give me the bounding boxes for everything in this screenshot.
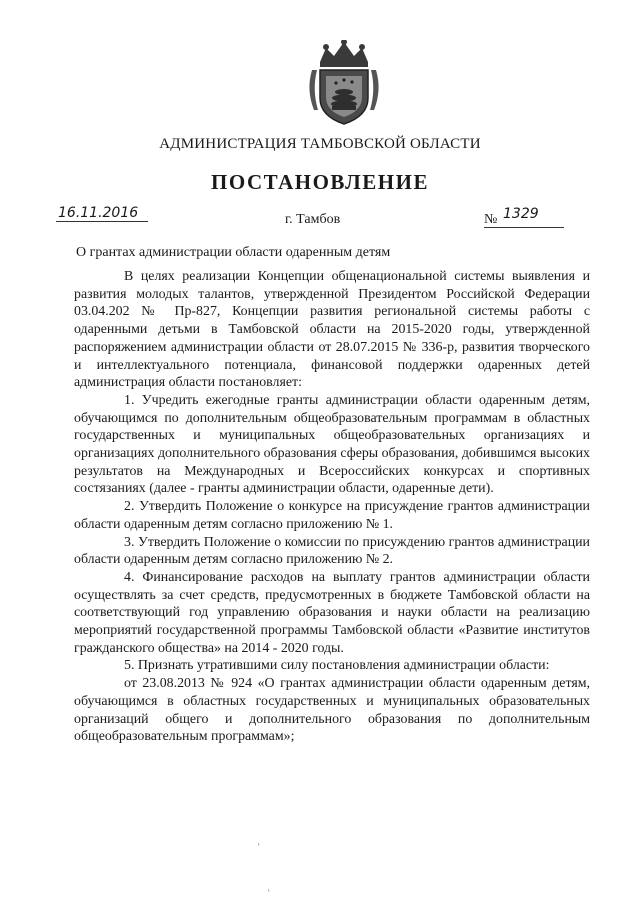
scan-mark: ' [268, 888, 270, 898]
paragraph-item-5-subitem: от 23.08.2013 № 924 «О грантах администрации области одаренным детям, обучающимся в областных государственных и муниципальных образовательных организаций общего и дополнительного образования по дополнительным общеобразовательным программам»; [74, 676, 590, 745]
scan-mark: ' [258, 842, 260, 852]
document-number: 1329 [503, 206, 539, 222]
organization-name: АДМИНИСТРАЦИЯ ТАМБОВСКОЙ ОБЛАСТИ [159, 136, 481, 152]
document-number-label: № [484, 212, 498, 227]
document-body [74, 268, 590, 746]
document-subject: О грантах администрации области одаренным детям [76, 245, 391, 260]
paragraph-item-2: 2. Утвердить Положение о конкурсе на присуждение грантов администрации области одаренным детям согласно приложению № 1. [74, 499, 590, 532]
coat-of-arms-emblem-icon [306, 40, 382, 126]
paragraph-item-5: 5. Признать утратившими силу постановления администрации области: [124, 658, 550, 674]
paragraph-item-1: 1. Учредить ежегодные гранты администрации области одаренным детям, обучающимся по дополнительным общеобразовательным программам в областных государственных и муниципальных общеобразовательных организациях и организациях дополнительного образования сферы образования, добившимся высоких результатов на Международных и Всероссийских конкурсах и спортивных состязаниях (далее - гранты администрации области, одаренные дети). [74, 392, 590, 497]
date-underline [56, 221, 148, 222]
document-type-title: ПОСТАНОВЛЕНИЕ [211, 170, 429, 194]
paragraph-item-4: 4. Финансирование расходов на выплату грантов администрации области осуществлять за счет средств, предусмотренных в бюджете Тамбовской области на соответствующий год управлению образования и науки области на реализацию мероприятий государственной программы Тамбовской области «Развитие институтов гражданского общества» на 2014 - 2020 годы. [74, 569, 590, 656]
document-date: 16.11.2016 [58, 205, 139, 221]
document-city: г. Тамбов [285, 212, 341, 227]
paragraph-preamble: В целях реализации Концепции общенациональной системы выявления и развития молодых талантов, утвержденной Президентом Российской Федерации 03.04.202 № Пр-827, Концепции развития региональной системы работы с одаренными детьми в Тамбовской области на 2015-2020 годы, утвержденной распоряжением администрации области от 28.07.2015 № 336-р, развития творческого и интеллектуального потенциала, финансовой поддержки одаренных детей администрация области постановляет: [74, 269, 590, 391]
paragraph-item-3: 3. Утвердить Положение о комиссии по присуждению грантов администрации области одаренным детям согласно приложению № 2. [74, 534, 590, 568]
number-underline [484, 227, 564, 228]
